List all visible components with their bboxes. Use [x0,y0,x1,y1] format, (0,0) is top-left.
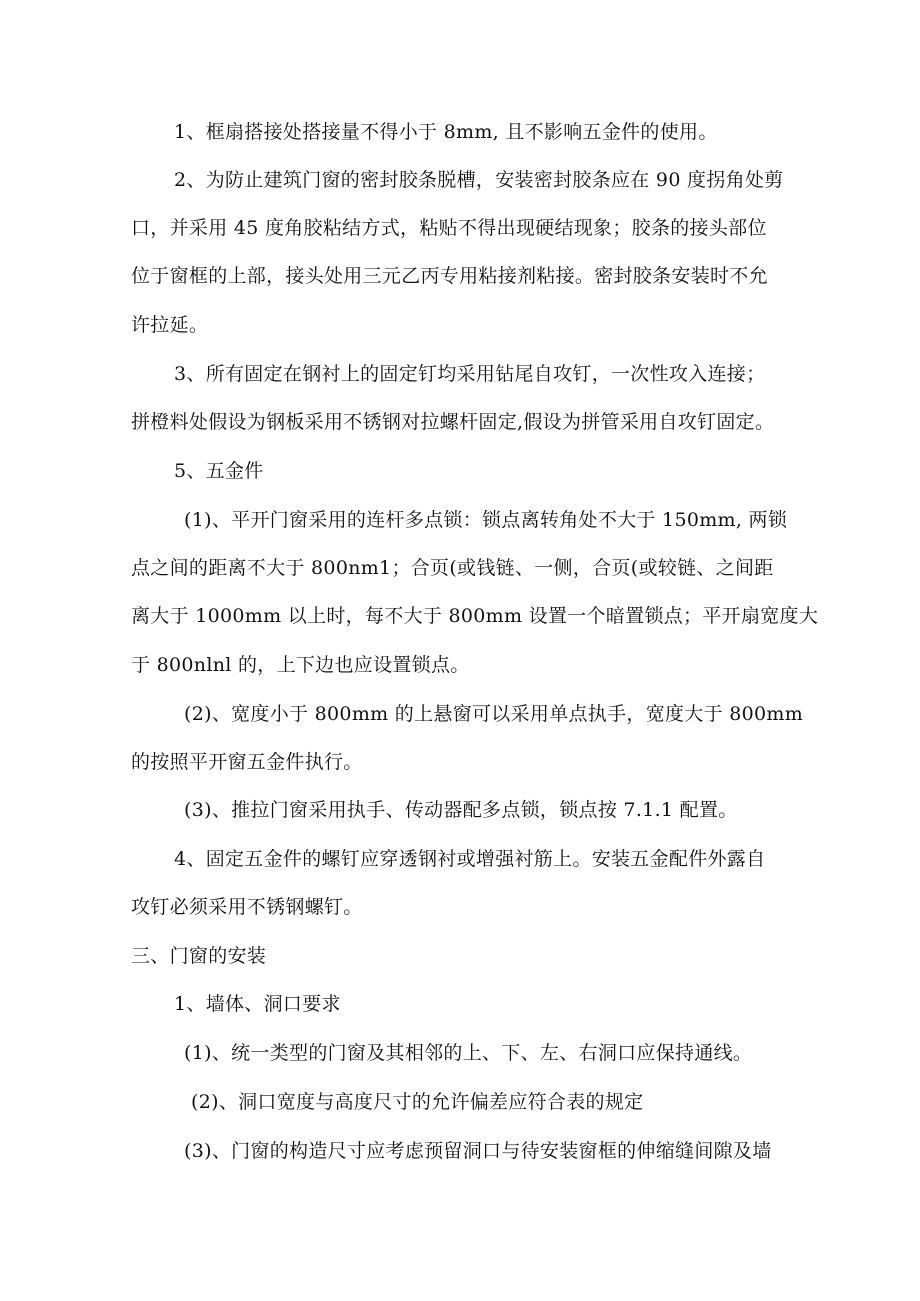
text-line: (3)、推拉门窗采用执手、传动器配多点锁，锁点按 7.1.1 配置。 [184,799,738,821]
text-line: (3)、门窗的构造尺寸应考虑预留洞口与待安装窗框的伸缩缝间隙及墙 [184,1140,772,1162]
text-line: 点之间的距离不大于 800nm1；合页(或钱链、一侧，合页(或较链、之间距 [131,557,774,579]
section-heading: 三、门窗的安装 [131,945,267,967]
text-line: (1)、统一类型的门窗及其相邻的上、下、左、右洞口应保持通线。 [184,1042,753,1064]
text-line: 4、固定五金件的螺钉应穿透钢衬或增强衬筋上。安装五金配件外露自 [174,848,766,870]
text-line: 口，并采用 45 度角胶粘结方式，粘贴不得出现硬结现象；胶条的接头部位 [131,217,767,239]
text-line: 3、所有固定在钢衬上的固定钉均采用钻尾自攻钉，一次性攻入连接； [174,363,766,385]
text-line: 拼橙料处假设为钢板采用不锈钢对拉螺杆固定,假设为拼管采用自攻钉固定。 [131,411,775,433]
text-line: 1、框扇搭接处搭接量不得小于 8mm, 且不影响五金件的使用。 [174,121,718,143]
subsection-heading: 1、墙体、洞口要求 [174,993,341,1015]
text-line: 位于窗框的上部，接头处用三元乙丙专用粘接剂粘接。密封胶条安装时不允 [131,265,768,287]
text-line: (1)、平开门窗采用的连杆多点锁：锁点离转角处不大于 150mm, 两锁 [184,509,788,531]
text-line: 离大于 1000mm 以上时，每不大于 800mm 设置一个暗置锁点；平开扇宽度大 [131,605,819,627]
text-line: 许拉延。 [131,314,209,336]
text-line: (2)、宽度小于 800mm 的上悬窗可以采用单点执手，宽度大于 800mm [184,703,804,725]
section-heading: 5、五金件 [174,460,264,482]
text-line: 于 800nlnl 的，上下边也应设置锁点。 [131,654,470,676]
text-line: 攻钉必须采用不锈钢螺钉。 [131,896,363,918]
text-line: 2、为防止建筑门窗的密封胶条脱槽，安装密封胶条应在 90 度拐角处剪 [174,169,784,191]
text-line: (2)、洞口宽度与高度尺寸的允许偏差应符合表的规定 [191,1091,644,1113]
text-line: 的按照平开窗五金件执行。 [131,751,363,773]
